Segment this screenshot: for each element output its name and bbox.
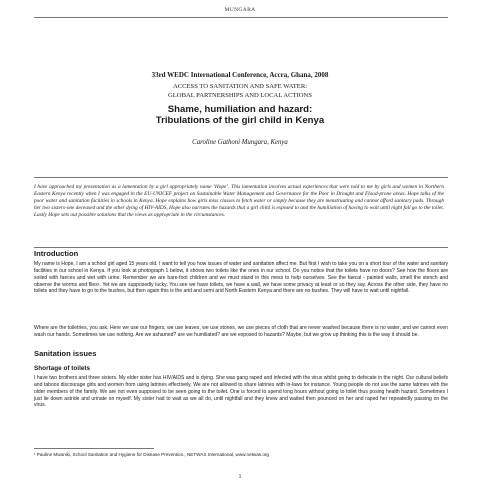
sanitation-heading: Sanitation issues — [34, 349, 97, 358]
header-rule — [34, 17, 448, 18]
abstract: I have approached my presentation as a lamentation by a girl appropriately name ‘Hope’. This lamentation involves actual experiences that were told to me by girls and women in Northern Eastern Kenya recently when I was engaged in the EU-UNICEF project on Sustainable Water Management and Governance for the Poor in Drought and Flood-prone areas. Hope talks of the poor water and sanitation facilities in schools in Kenya. Hope explains how girls miss classes to fetch water or simply because they are menstruating and cannot afford sanitary pads. Through her two sisters-one deceased and the other dying of HIV-AIDS, Hope also narrates the hazards that a girl child is exposed to and the humiliation of having to wait until night fall go to the toilet. Lastly Hope sets out possible solutions that the views as appropriate in the circumstances. — [34, 184, 444, 219]
subtitle-line-2: GLOBAL PARTNERSHIPS AND LOCAL ACTIONS — [168, 92, 312, 99]
conference-line: 33rd WEDC International Conference, Accra, Ghana, 2008 — [151, 71, 329, 79]
intro-paragraph-2: Where are the toiletries, you ask. Here we use our fingers, we use leaves, we use stones, we use pieces of cloth that are never washed because there is no water, and we cannot even wash our hands. Sometimes we use nothing. Are we ashamed? are we humiliated? are we exposed to hazards? Maybe, but we grow up thinking this is the way it should be. — [34, 325, 448, 338]
paper-title-line-2: Tribulations of the girl child in Kenya — [155, 115, 325, 126]
intro-heading: Introduction — [34, 249, 79, 258]
abstract-top-rule — [34, 177, 448, 178]
abstract-bottom-rule — [34, 247, 448, 248]
paper-title-line-1: Shame, humiliation and hazard: — [167, 104, 313, 115]
shortage-paragraph: I have two brothers and three sisters. My elder sister has HIV/AIDS and is dying. She was gang raped and infected with the virus whilst going to defecate in the night. Our cultural beliefs and taboos discourage girls and women from using latrines effectively. We are not allowed to share latrines with in-laws for instance. Young people do not use the same latrines with the older members of the family. We are not even supposed to be seen going to the toilet. One is forced to spend long hours without going to toilet thus posing health hazard. Sometimes I just lie down astride and urinate on myself. My sister had to wait as we all do, until nightfall and they knew and waited then pounced on her and raped her repeatedly passing on the virus. — [34, 375, 448, 409]
subtitle-line-1: ACCESS TO SANITATION AND SAFE WATER: — [172, 83, 308, 90]
author-line: Caroline Gathoni Mungara, Kenya — [192, 139, 288, 146]
page-number: 1 — [238, 474, 242, 480]
footnote-rule — [34, 448, 154, 449]
shortage-heading: Shortage of toilets — [34, 365, 91, 372]
footnote: ¹ Pauline Mwaniki, School Sanitation and Hygiene for Disease Prevention., NETWAS International, www.netwas.org — [34, 452, 269, 457]
running-head: MUNGARA — [224, 7, 256, 13]
intro-paragraph-1: My name is Hope, I am a school girl aged 15 years old. I want to tell you how issues of water and sanitation affect me. But first I wish to take you on a short tour of the water and sanitary facilities in our school in Kenya. If you look at photograph 1 below, it shows two toilets like the ones in our school. Do you notice that the toilets have no doors? See how the floors are soiled with faeces and wet with urine. Remember we are bare-foot children and we must stand in this mess to help ourselves. See the faecal - painted walls, smell the stench and observe the worms and flies¹. Yet we are supposedly lucky. You see we have toilets, we have a wall, we have some privacy at least or so they say. Across the other side, they have no toilets and they have to go to the bushes, but then again this is the arid and semi arid North Eastern Kenya and there are no bushes. They will have to wait until nightfall. — [34, 261, 448, 295]
